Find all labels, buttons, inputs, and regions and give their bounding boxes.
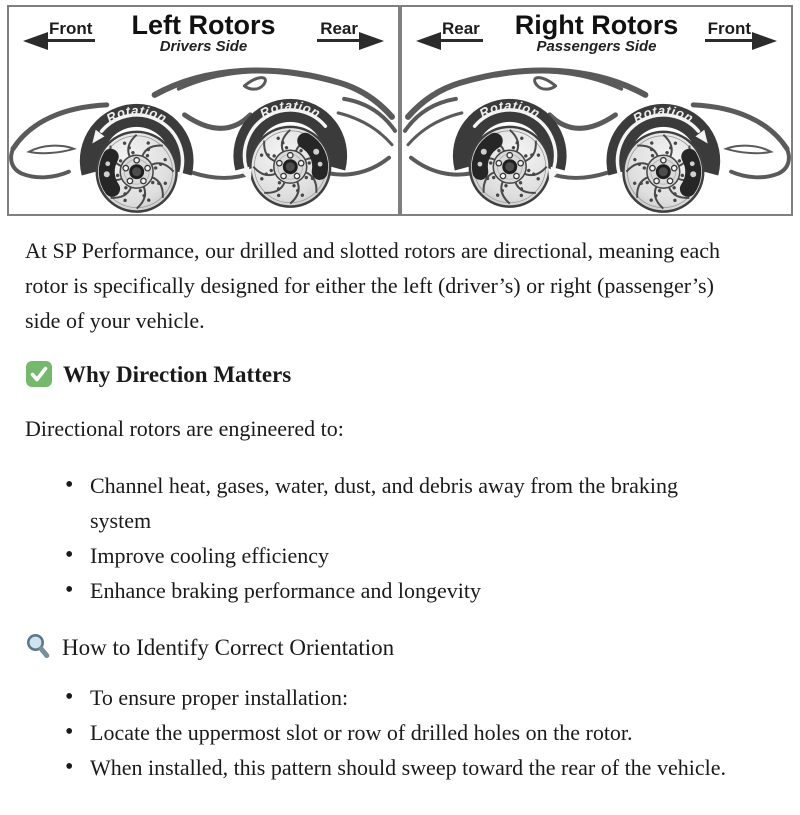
rotation-label: Rotation xyxy=(257,97,324,121)
benefits-list xyxy=(25,468,780,608)
rotation-label: Rotation xyxy=(103,102,170,126)
car-rotor-illustration xyxy=(9,61,398,214)
rear-direction-label xyxy=(317,19,384,42)
section-heading-text: How to Identify Correct Orientation xyxy=(62,634,395,660)
section-heading-why-direction-matters xyxy=(25,357,780,392)
panel-title: Right Rotors xyxy=(514,10,679,40)
magnifying-glass-icon xyxy=(25,633,52,662)
right-arrow-icon xyxy=(359,32,384,50)
panel-subtitle: Passengers Side xyxy=(536,38,657,55)
direction-label-text: Front xyxy=(46,19,95,42)
direction-label-text: Front xyxy=(705,19,754,42)
list-item: • When installed, this pattern should sweep toward the rear of the vehicle. xyxy=(65,750,780,785)
rotation-label: Rotation xyxy=(476,97,543,121)
direction-label-text: Rear xyxy=(317,19,361,42)
right-rotors-panel xyxy=(400,7,791,214)
left-rotors-panel xyxy=(9,7,400,214)
list-item: • Locate the uppermost slot or row of drilled holes on the rotor. xyxy=(65,715,780,750)
list-item: • To ensure proper installation: xyxy=(65,680,780,715)
rotor-direction-diagram xyxy=(7,5,793,216)
list-item: • Channel heat, gases, water, dust, and debris away from the braking system xyxy=(65,468,720,538)
check-mark-icon xyxy=(25,360,53,388)
section-heading-text: Why Direction Matters xyxy=(63,361,292,387)
rotation-label: Rotation xyxy=(630,102,697,126)
list-item: • Enhance braking performance and longevity xyxy=(65,573,780,608)
intro-paragraph: At SP Performance, our drilled and slotted rotors are directional, meaning each rotor is specifically designed for either the left (driver’s) or right (passenger’s) side of your vehicle. xyxy=(25,237,721,333)
panel-title: Left Rotors xyxy=(131,10,276,40)
front-direction-label xyxy=(705,19,777,42)
article-body xyxy=(0,233,800,815)
section-heading-orientation xyxy=(25,630,780,665)
car-rotor-illustration xyxy=(402,61,791,214)
lead-paragraph: Directional rotors are engineered to: xyxy=(25,415,344,441)
direction-label-text: Rear xyxy=(439,19,483,42)
list-item: • Improve cooling efficiency xyxy=(65,538,780,573)
panel-subtitle: Drivers Side xyxy=(159,38,248,55)
right-arrow-icon xyxy=(752,32,777,50)
orientation-list xyxy=(25,680,780,785)
